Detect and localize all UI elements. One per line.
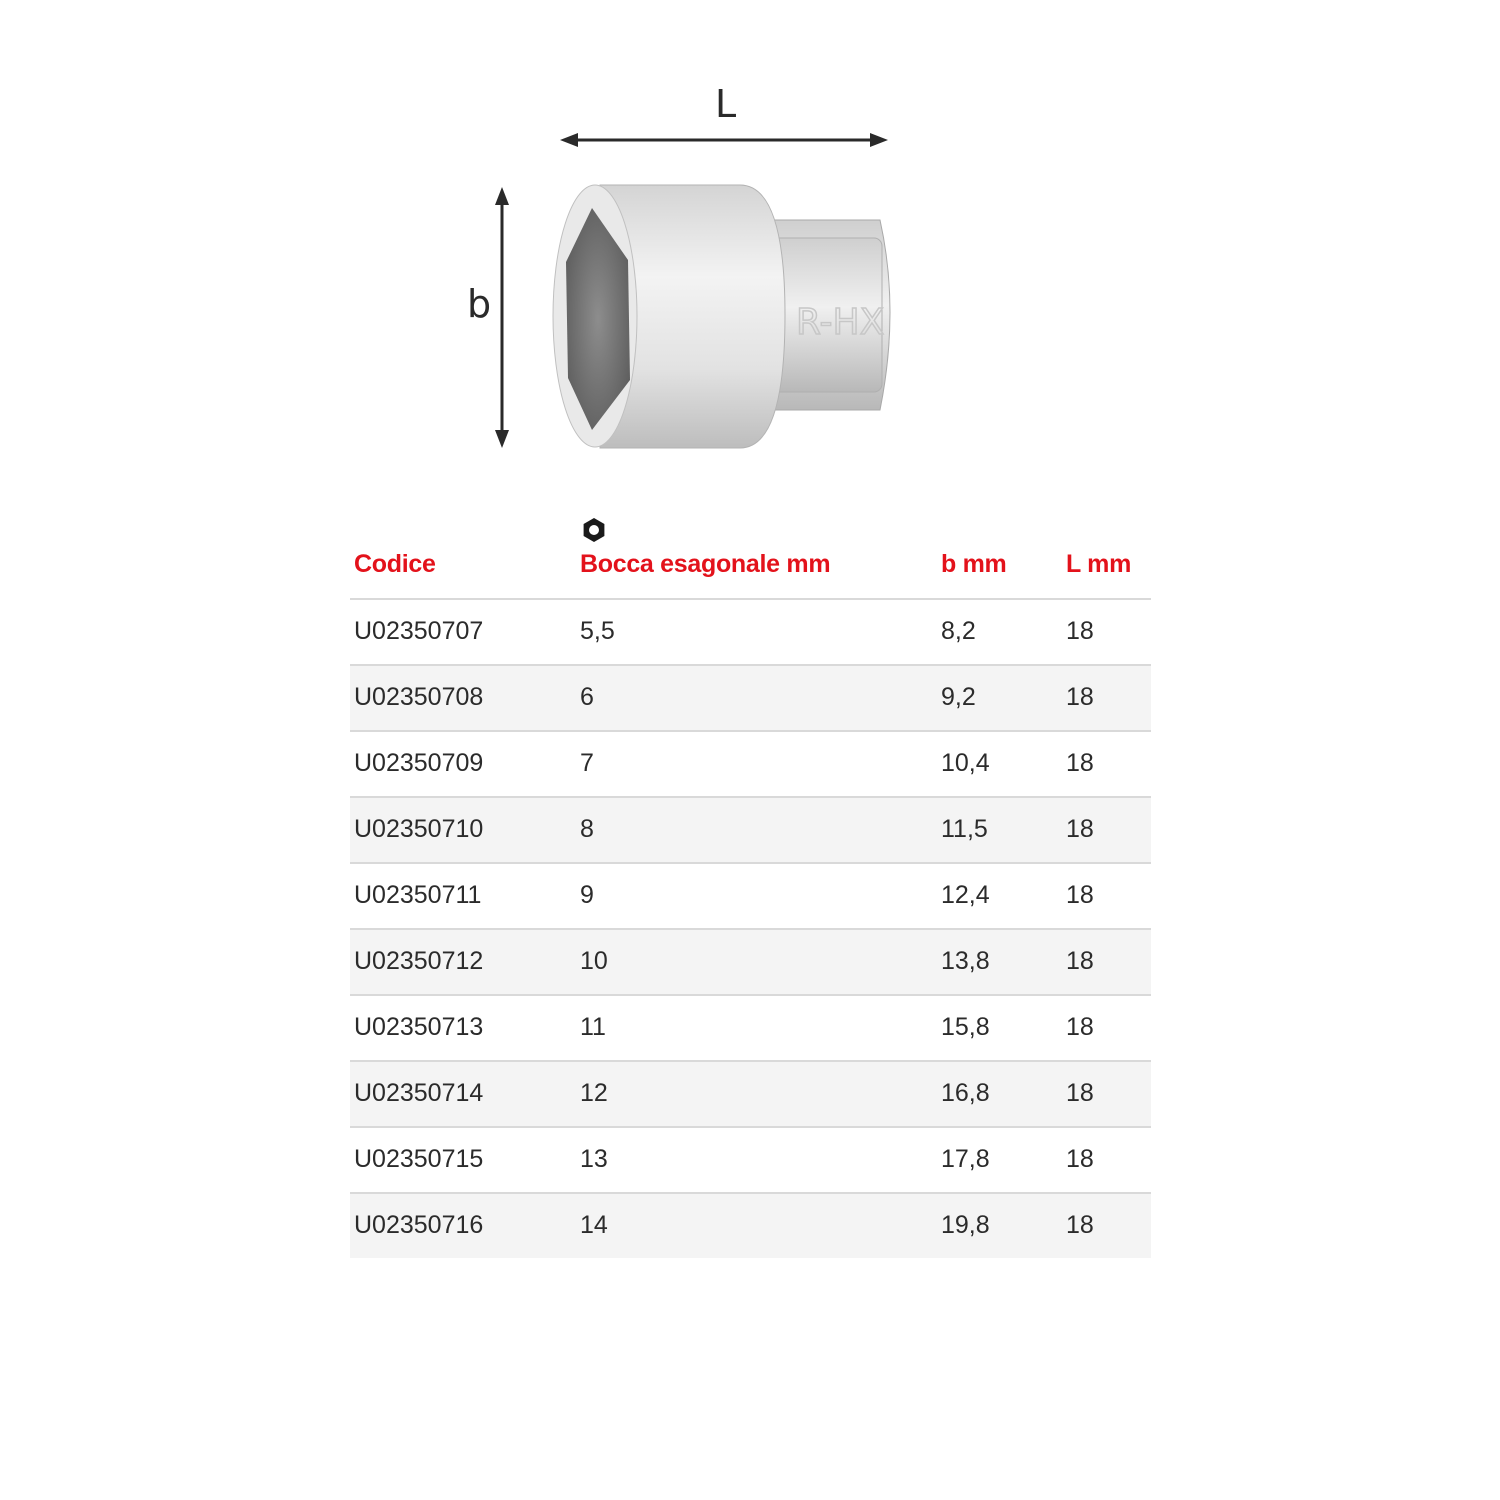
cell-codice: U02350711 <box>354 881 482 909</box>
dimension-b-arrowhead-top <box>495 187 509 205</box>
cell-codice: U02350712 <box>354 947 484 975</box>
table-row <box>350 1194 1151 1258</box>
dimension-L-arrowhead-left <box>560 133 578 147</box>
dimension-b-label: b <box>467 282 492 326</box>
table-row <box>350 1128 1151 1194</box>
hex-nut-icon <box>580 516 608 544</box>
cell-bocca: 11 <box>580 1013 606 1041</box>
cell-bocca: 8 <box>580 815 594 843</box>
dimension-L-arrowhead-right <box>870 133 888 147</box>
table-row <box>350 864 1151 930</box>
cell-b: 13,8 <box>941 947 990 975</box>
cell-b: 15,8 <box>941 1013 990 1041</box>
socket-illustration <box>440 60 960 480</box>
spec-table <box>350 500 1151 1258</box>
table-row <box>350 732 1151 798</box>
socket-marking: R-HX <box>796 302 885 343</box>
cell-L: 18 <box>1066 947 1094 975</box>
cell-bocca: 6 <box>580 683 594 711</box>
table-row <box>350 930 1151 996</box>
cell-b: 17,8 <box>941 1145 990 1173</box>
table-row <box>350 600 1151 666</box>
cell-b: 19,8 <box>941 1211 990 1239</box>
cell-b: 9,2 <box>941 683 976 711</box>
header-b: b mm <box>941 550 1007 578</box>
cell-L: 18 <box>1066 1145 1094 1173</box>
dimension-L-label: L <box>715 82 737 126</box>
cell-codice: U02350707 <box>354 617 484 645</box>
cell-codice: U02350708 <box>354 683 484 711</box>
cell-bocca: 5,5 <box>580 617 615 645</box>
cell-L: 18 <box>1066 1211 1094 1239</box>
table-row <box>350 666 1151 732</box>
cell-bocca: 13 <box>580 1145 608 1173</box>
table-row <box>350 1062 1151 1128</box>
cell-bocca: 14 <box>580 1211 608 1239</box>
cell-bocca: 10 <box>580 947 608 975</box>
table-row <box>350 798 1151 864</box>
dimension-b-arrowhead-bottom <box>495 430 509 448</box>
cell-bocca: 7 <box>580 749 594 777</box>
cell-L: 18 <box>1066 815 1094 843</box>
cell-L: 18 <box>1066 1079 1094 1107</box>
cell-codice: U02350710 <box>354 815 484 843</box>
header-codice: Codice <box>354 550 436 578</box>
cell-b: 8,2 <box>941 617 976 645</box>
table-header <box>350 500 1151 600</box>
cell-L: 18 <box>1066 749 1094 777</box>
cell-bocca: 9 <box>580 881 594 909</box>
cell-L: 18 <box>1066 881 1094 909</box>
header-bocca: Bocca esagonale mm <box>580 550 831 578</box>
cell-b: 12,4 <box>941 881 990 909</box>
product-drawing <box>440 60 960 480</box>
cell-codice: U02350716 <box>354 1211 484 1239</box>
header-L: L mm <box>1066 550 1132 578</box>
cell-L: 18 <box>1066 1013 1094 1041</box>
table-body <box>350 600 1151 1258</box>
cell-L: 18 <box>1066 617 1094 645</box>
cell-codice: U02350709 <box>354 749 484 777</box>
cell-b: 11,5 <box>941 815 988 843</box>
cell-b: 10,4 <box>941 749 990 777</box>
cell-bocca: 12 <box>580 1079 608 1107</box>
cell-b: 16,8 <box>941 1079 990 1107</box>
cell-codice: U02350713 <box>354 1013 484 1041</box>
cell-codice: U02350714 <box>354 1079 484 1107</box>
cell-L: 18 <box>1066 683 1094 711</box>
table-row <box>350 996 1151 1062</box>
cell-codice: U02350715 <box>354 1145 484 1173</box>
